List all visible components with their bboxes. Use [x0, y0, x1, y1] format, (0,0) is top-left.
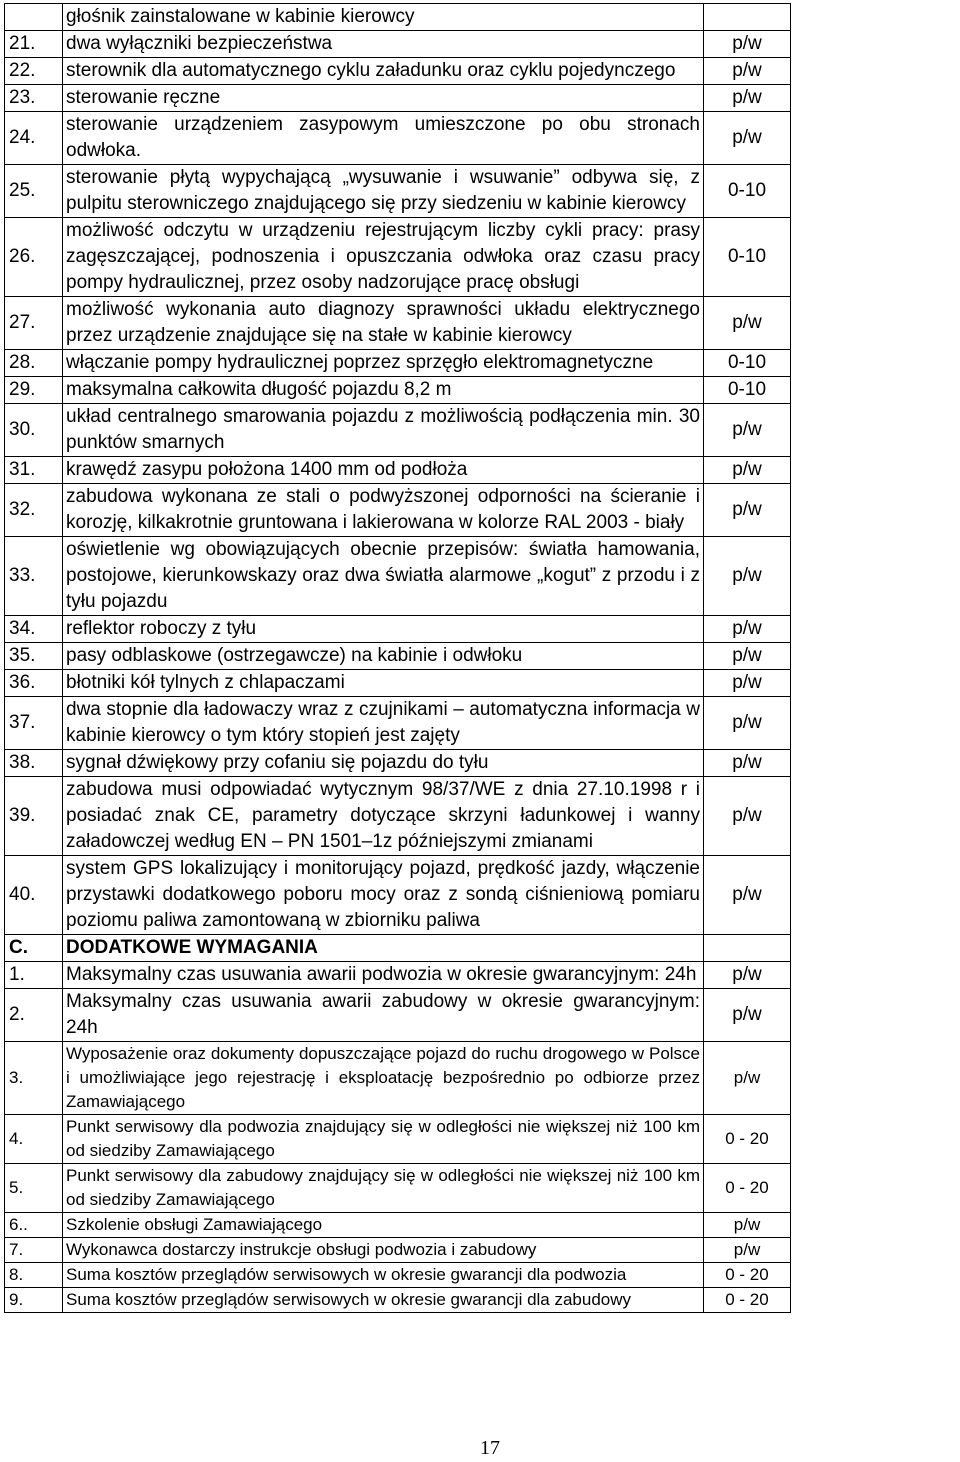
table-row [5, 404, 791, 457]
row-number: 39. [5, 777, 63, 856]
requirement-value: 0-10 [704, 218, 791, 297]
row-number: 4. [5, 1115, 63, 1164]
row-number: 5. [5, 1164, 63, 1213]
row-number: 36. [5, 670, 63, 697]
row-number: 8. [5, 1263, 63, 1288]
requirement-description: system GPS lokalizujący i monitorujący pojazd, prędkość jazdy, włączenie przystawki dodatkowego poboru mocy oraz z sondą ciśnieniową pomiaru poziomu paliwa zamontowaną w zbiorniku paliwa [63, 856, 704, 935]
table-row [5, 484, 791, 537]
table-row [5, 165, 791, 218]
table-row [5, 1164, 791, 1213]
requirement-description: włączanie pompy hydraulicznej poprzez sprzęgło elektromagnetyczne [63, 350, 704, 377]
row-number: 34. [5, 616, 63, 643]
requirement-value: p/w [704, 31, 791, 58]
requirement-description: dwa wyłączniki bezpieczeństwa [63, 31, 704, 58]
requirement-description: Wyposażenie oraz dokumenty dopuszczające pojazd do ruchu drogowego w Polsce i umożliwiające jego rejestrację i eksploatację bezpośrednio po odbiorze przez Zamawiającego [63, 1042, 704, 1115]
requirement-description: Wykonawca dostarczy instrukcje obsługi podwozia i zabudowy [63, 1238, 704, 1263]
row-number: 30. [5, 404, 63, 457]
table-row [5, 643, 791, 670]
requirement-description: błotniki kół tylnych z chlapaczami [63, 670, 704, 697]
requirement-description: sygnał dźwiękowy przy cofaniu się pojazdu do tyłu [63, 750, 704, 777]
requirement-value: p/w [704, 457, 791, 484]
requirement-value: p/w [704, 1042, 791, 1115]
table-row [5, 989, 791, 1042]
table-row [5, 297, 791, 350]
row-number: 28. [5, 350, 63, 377]
row-number: 7. [5, 1238, 63, 1263]
requirement-value: p/w [704, 1213, 791, 1238]
table-row [5, 350, 791, 377]
row-number: 9. [5, 1288, 63, 1313]
table-row [5, 750, 791, 777]
table-row [5, 1238, 791, 1263]
row-number: C. [5, 935, 63, 962]
requirement-value: p/w [704, 85, 791, 112]
requirement-description: zabudowa musi odpowiadać wytycznym 98/37/WE z dnia 27.10.1998 r i posiadać znak CE, parametry dotyczące skrzyni ładunkowej i wanny załadowczej według EN – PN 1501–1z późniejszymi zmianami [63, 777, 704, 856]
requirement-description: zabudowa wykonana ze stali o podwyższonej odporności na ścieranie i korozję, kilkakrotnie gruntowana i lakierowana w kolorze RAL 2003 - biały [63, 484, 704, 537]
requirement-description: krawędź zasypu położona 1400 mm od podłoża [63, 457, 704, 484]
row-number: 27. [5, 297, 63, 350]
row-number: 33. [5, 537, 63, 616]
requirement-value: 0 - 20 [704, 1263, 791, 1288]
table-row [5, 1213, 791, 1238]
requirement-value: p/w [704, 484, 791, 537]
requirement-description: reflektor roboczy z tyłu [63, 616, 704, 643]
table-row [5, 962, 791, 989]
table-row [5, 4, 791, 31]
requirement-description: Suma kosztów przeglądów serwisowych w okresie gwarancji dla zabudowy [63, 1288, 704, 1313]
requirement-value: p/w [704, 537, 791, 616]
requirement-description: Punkt serwisowy dla podwozia znajdujący się w odległości nie większej niż 100 km od siedziby Zamawiającego [63, 1115, 704, 1164]
row-number: 25. [5, 165, 63, 218]
requirement-description: Maksymalny czas usuwania awarii podwozia w okresie gwarancyjnym: 24h [63, 962, 704, 989]
requirement-value: p/w [704, 404, 791, 457]
requirement-value: 0-10 [704, 165, 791, 218]
table-row [5, 697, 791, 750]
requirement-value: 0-10 [704, 377, 791, 404]
table-row [5, 31, 791, 58]
requirement-description: dwa stopnie dla ładowaczy wraz z czujnikami – automatyczna informacja w kabinie kierowcy o tym który stopień jest zajęty [63, 697, 704, 750]
row-number: 37. [5, 697, 63, 750]
row-number: 38. [5, 750, 63, 777]
table-row [5, 218, 791, 297]
requirement-description: Maksymalny czas usuwania awarii zabudowy w okresie gwarancyjnym: 24h [63, 989, 704, 1042]
requirement-value: p/w [704, 962, 791, 989]
table-row [5, 616, 791, 643]
requirement-description: sterownik dla automatycznego cyklu załadunku oraz cyklu pojedynczego [63, 58, 704, 85]
requirement-value: p/w [704, 750, 791, 777]
row-number: 2. [5, 989, 63, 1042]
requirement-value: p/w [704, 643, 791, 670]
row-number: 31. [5, 457, 63, 484]
table-row [5, 935, 791, 962]
row-number: 40. [5, 856, 63, 935]
requirement-value: p/w [704, 989, 791, 1042]
table-row [5, 457, 791, 484]
table-row [5, 58, 791, 85]
requirement-value [704, 935, 791, 962]
requirement-description: sterowanie ręczne [63, 85, 704, 112]
row-number: 6.. [5, 1213, 63, 1238]
row-number: 35. [5, 643, 63, 670]
requirement-value: 0 - 20 [704, 1164, 791, 1213]
table-row [5, 856, 791, 935]
row-number: 24. [5, 112, 63, 165]
requirement-description: pasy odblaskowe (ostrzegawcze) na kabinie i odwłoku [63, 643, 704, 670]
requirement-description: DODATKOWE WYMAGANIA [63, 935, 704, 962]
row-number: 21. [5, 31, 63, 58]
requirements-table-body [5, 4, 791, 1313]
requirement-description: Szkolenie obsługi Zamawiającego [63, 1213, 704, 1238]
table-row [5, 777, 791, 856]
table-row [5, 85, 791, 112]
table-row [5, 1263, 791, 1288]
requirement-value: p/w [704, 1238, 791, 1263]
requirement-value: 0-10 [704, 350, 791, 377]
row-number: 29. [5, 377, 63, 404]
table-row [5, 1115, 791, 1164]
requirement-value: p/w [704, 697, 791, 750]
requirement-description: głośnik zainstalowane w kabinie kierowcy [63, 4, 704, 31]
requirement-description: maksymalna całkowita długość pojazdu 8,2 m [63, 377, 704, 404]
requirement-value: p/w [704, 670, 791, 697]
row-number: 26. [5, 218, 63, 297]
row-number: 23. [5, 85, 63, 112]
row-number [5, 4, 63, 31]
requirement-value: p/w [704, 112, 791, 165]
row-number: 3. [5, 1042, 63, 1115]
requirement-description: oświetlenie wg obowiązujących obecnie przepisów: światła hamowania, postojowe, kierunkowskazy oraz dwa światła alarmowe „kogut” z przodu i z tyłu pojazdu [63, 537, 704, 616]
requirement-value: 0 - 20 [704, 1115, 791, 1164]
requirement-value: p/w [704, 777, 791, 856]
table-row [5, 377, 791, 404]
requirement-value: p/w [704, 616, 791, 643]
requirement-description: Suma kosztów przeglądów serwisowych w okresie gwarancji dla podwozia [63, 1263, 704, 1288]
table-row [5, 1288, 791, 1313]
requirement-value: p/w [704, 297, 791, 350]
row-number: 22. [5, 58, 63, 85]
row-number: 32. [5, 484, 63, 537]
table-row [5, 670, 791, 697]
table-row [5, 112, 791, 165]
requirement-description: Punkt serwisowy dla zabudowy znajdujący się w odległości nie większej niż 100 km od siedziby Zamawiającego [63, 1164, 704, 1213]
requirement-value [704, 4, 791, 31]
requirements-table [4, 3, 791, 1313]
page-number: 17 [480, 1437, 500, 1459]
table-row [5, 1042, 791, 1115]
requirement-value: p/w [704, 58, 791, 85]
table-row [5, 537, 791, 616]
requirement-value: p/w [704, 856, 791, 935]
requirement-description: układ centralnego smarowania pojazdu z możliwością podłączenia min. 30 punktów smarnych [63, 404, 704, 457]
requirement-value: 0 - 20 [704, 1288, 791, 1313]
row-number: 1. [5, 962, 63, 989]
requirement-description: możliwość wykonania auto diagnozy sprawności układu elektrycznego przez urządzenie znajdujące się na stałe w kabinie kierowcy [63, 297, 704, 350]
requirement-description: sterowanie płytą wypychającą „wysuwanie i wsuwanie” odbywa się, z pulpitu sterowniczego znajdującego się przy siedzeniu w kabinie kierowcy [63, 165, 704, 218]
requirement-description: możliwość odczytu w urządzeniu rejestrującym liczby cykli pracy: prasy zagęszczającej, podnoszenia i opuszczania odwłoka oraz czasu pracy pompy hydraulicznej, przez osoby nadzorujące pracę obsługi [63, 218, 704, 297]
requirement-description: sterowanie urządzeniem zasypowym umieszczone po obu stronach odwłoka. [63, 112, 704, 165]
